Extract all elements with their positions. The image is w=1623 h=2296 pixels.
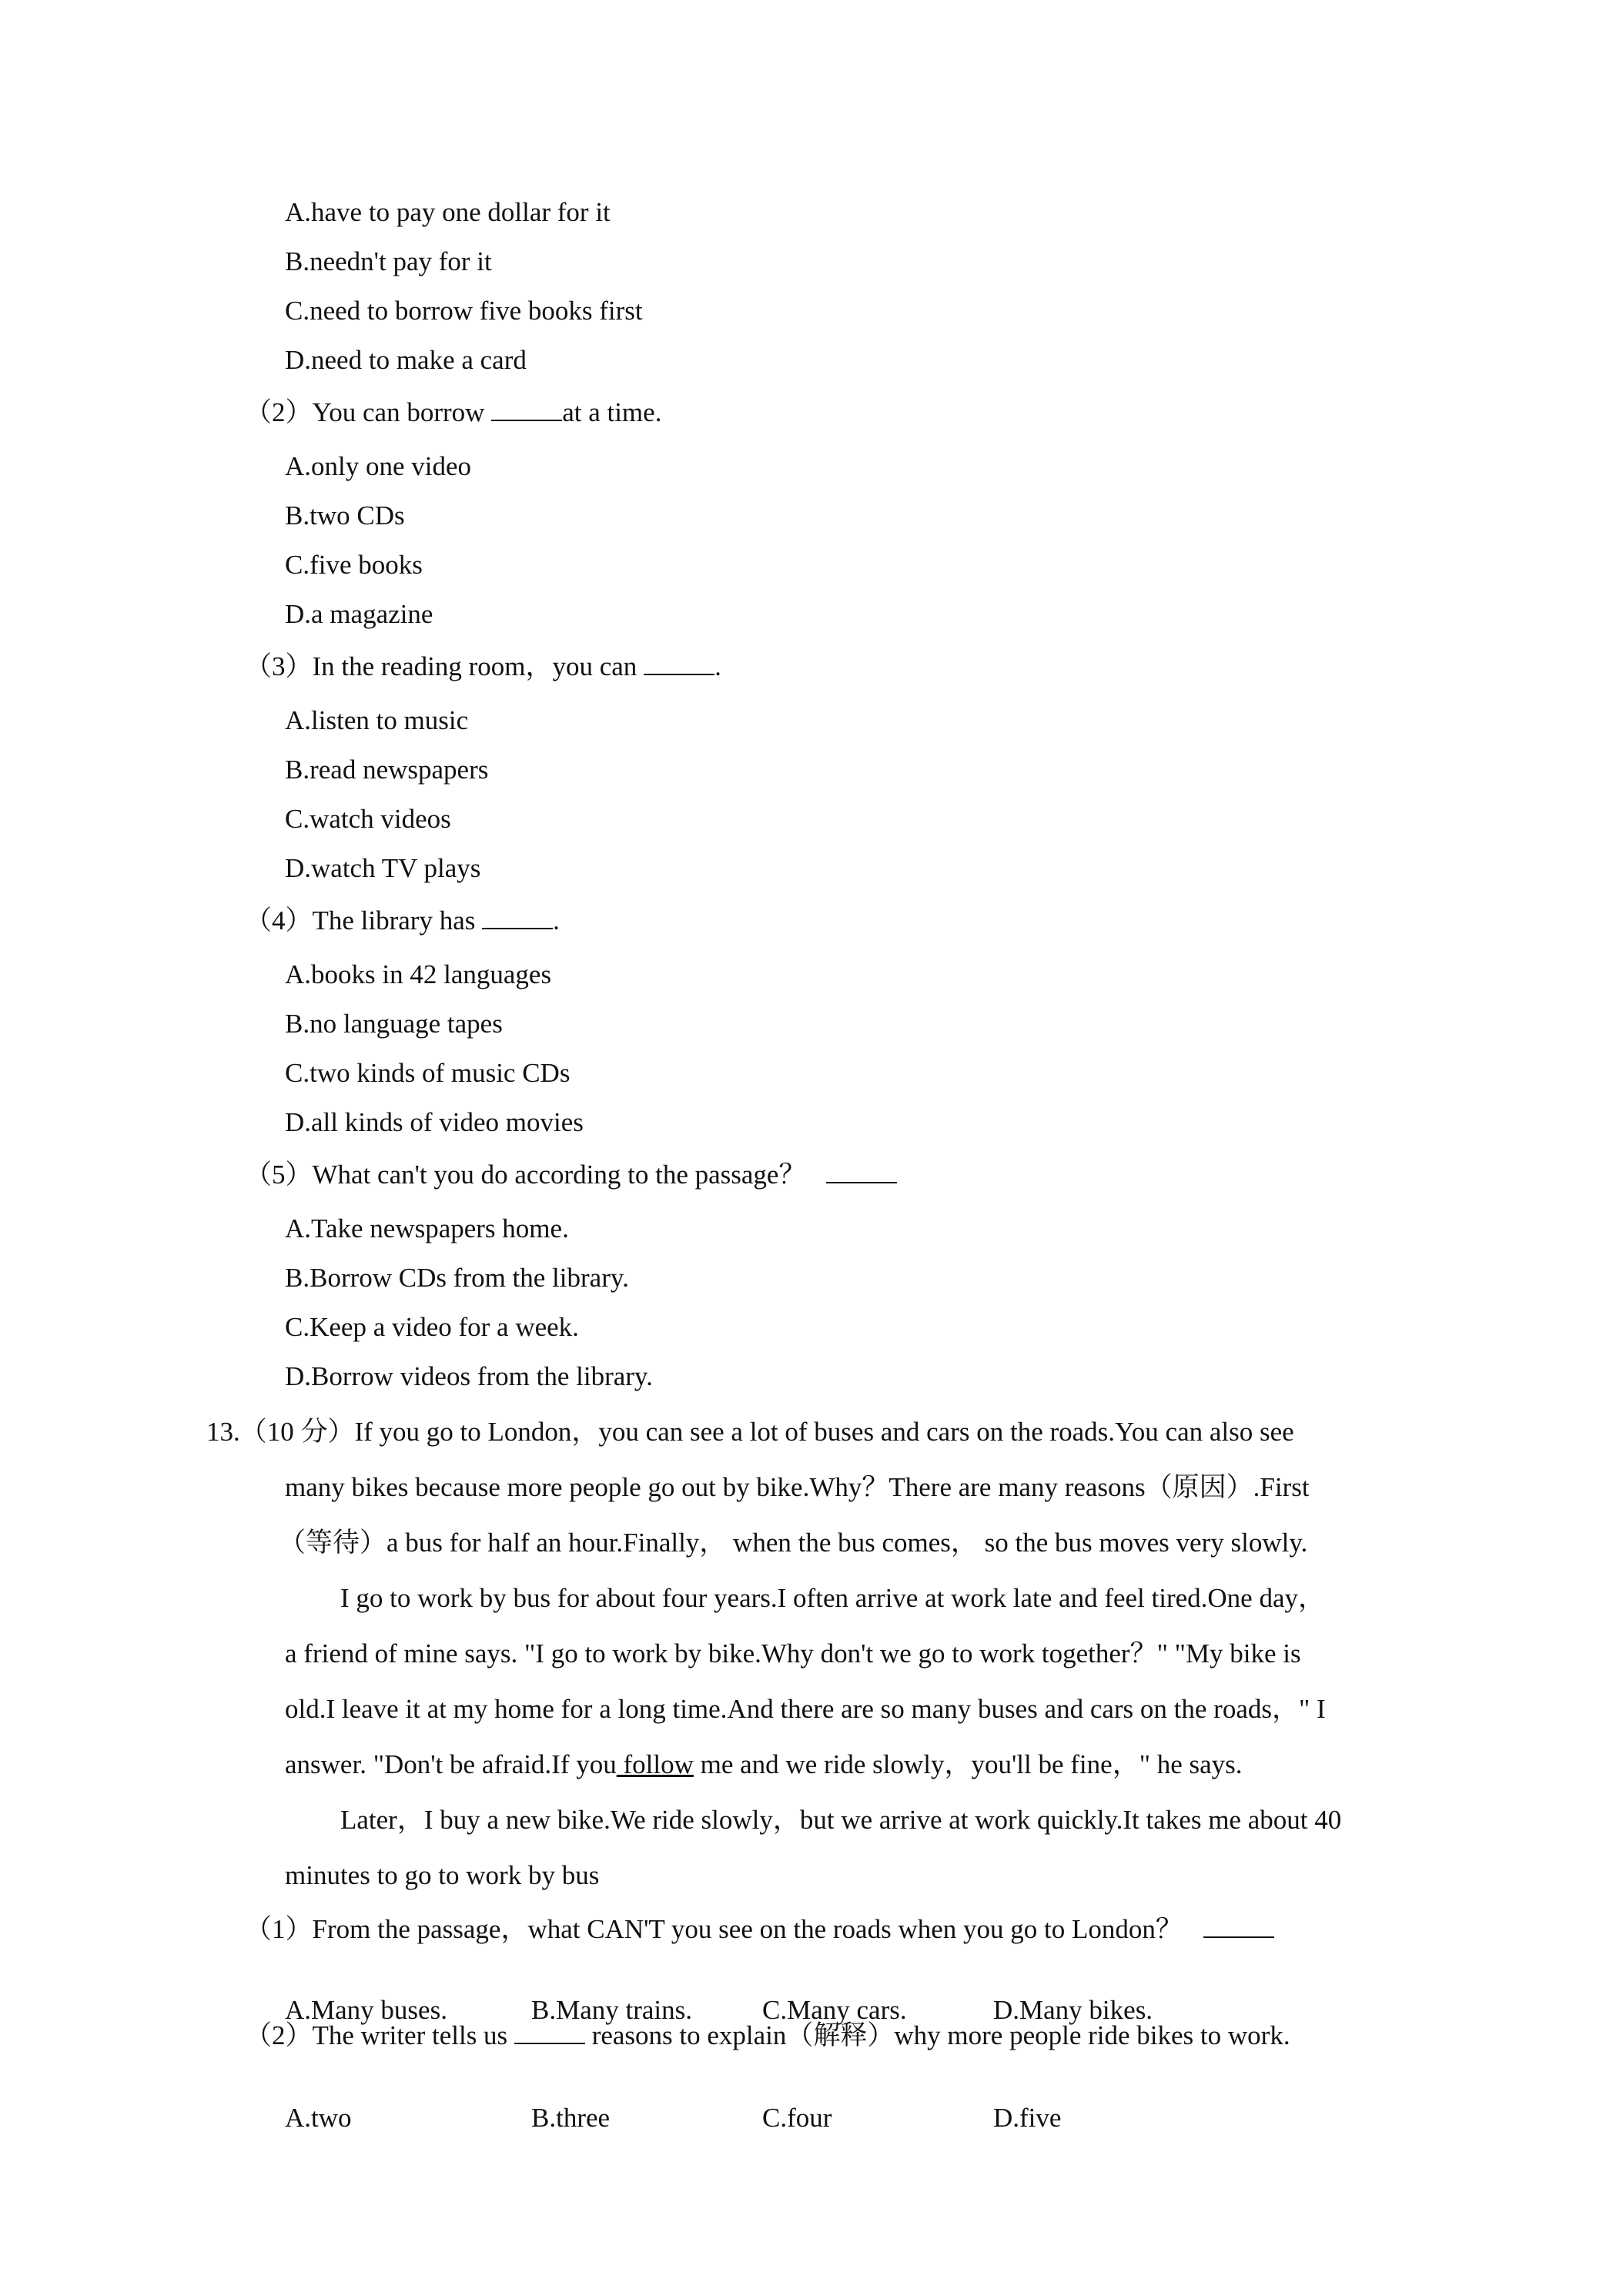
q13-2-stem <box>245 2019 1290 2053</box>
q12-2-stem-text: （2）You can borrow <box>245 397 492 427</box>
q13-2-option-c: C.four <box>762 2103 832 2133</box>
q12-4-stem-tail: . <box>553 905 560 935</box>
q13-2-option-b: B.three <box>531 2103 611 2133</box>
q12-3-option-c: C.watch videos <box>285 804 451 834</box>
q12-5-stem <box>245 1158 897 1192</box>
q13-1-stem-text: （1）From the passage，what CAN'T you see on the roads when you go to London？ <box>245 1914 1190 1944</box>
q13-2-stem-text: （2）The writer tells us <box>245 2020 514 2050</box>
q12-1-option-a: A.have to pay one dollar for it <box>285 197 611 227</box>
q12-1-option-c: C.need to borrow five books first <box>285 296 643 326</box>
q13-passage-line: （等待）a bus for half an hour.Finally， when the bus comes， so the bus moves very slowly. <box>279 1528 1308 1558</box>
q12-5-option-c: C.Keep a video for a week. <box>285 1312 579 1342</box>
q12-3-stem-text: （3）In the reading room，you can <box>245 651 644 681</box>
q13-1-option-b: B.Many trains. <box>531 1995 693 2025</box>
q12-3-stem <box>245 650 721 684</box>
q12-4-option-a: A.books in 42 languages <box>285 959 552 989</box>
q12-4-stem <box>245 904 560 938</box>
q13-header: 13.（10 分）If you go to London，you can see a lot of buses and cars on the roads.You can also see <box>206 1417 1294 1447</box>
answer-blank <box>482 905 553 929</box>
q12-4-stem-text: （4）The library has <box>245 905 483 935</box>
q13-1-option-d: D.Many bikes. <box>993 1995 1153 2025</box>
q12-3-stem-tail: . <box>714 651 721 681</box>
q12-5-option-a: A.Take newspapers home. <box>285 1213 569 1243</box>
q12-4-option-c: C.two kinds of music CDs <box>285 1058 571 1088</box>
q13-1-option-c: C.Many cars. <box>762 1995 907 2025</box>
q13-passage-line: old.I leave it at my home for a long time.And there are so many buses and cars on the roads，" I <box>285 1694 1326 1724</box>
q12-3-option-d: D.watch TV plays <box>285 853 481 883</box>
q12-2-stem-tail: at a time. <box>562 397 662 427</box>
answer-blank <box>514 2020 585 2044</box>
q12-3-option-b: B.read newspapers <box>285 755 489 785</box>
q12-5-option-d: D.Borrow videos from the library. <box>285 1361 653 1391</box>
underlined-word: follow <box>616 1749 694 1779</box>
q12-2-option-a: A.only one video <box>285 451 472 481</box>
q12-2-option-b: B.two CDs <box>285 500 405 530</box>
answer-blank <box>826 1159 897 1183</box>
q13-passage-line: I go to work by bus for about four years.I often arrive at work late and feel tired.One day， <box>340 1583 1326 1613</box>
q13-2-option-d: D.five <box>993 2103 1062 2133</box>
q12-3-option-a: A.listen to music <box>285 705 469 735</box>
q12-4-option-b: B.no language tapes <box>285 1009 503 1039</box>
q12-2-stem <box>245 396 661 430</box>
q12-1-option-d: D.need to make a card <box>285 345 527 375</box>
q13-passage-line: Later，I buy a new bike.We ride slowly，but we arrive at work quickly.It takes me about 40 <box>340 1805 1342 1835</box>
q12-2-option-c: C.five books <box>285 550 423 580</box>
q12-1-option-b: B.needn't pay for it <box>285 246 492 276</box>
q13-passage-line: a friend of mine says. "I go to work by bike.Why don't we go to work together？" "My bike is <box>285 1638 1301 1668</box>
passage-text: answer. "Don't be afraid.If you <box>285 1749 617 1779</box>
answer-blank <box>644 651 714 675</box>
answer-blank <box>1203 1913 1274 1938</box>
q12-2-option-d: D.a magazine <box>285 599 433 629</box>
q13-passage-line: many bikes because more people go out by bike.Why？There are many reasons（原因）.First <box>285 1472 1310 1502</box>
q12-4-option-d: D.all kinds of video movies <box>285 1107 584 1137</box>
answer-blank <box>491 397 562 421</box>
passage-text: me and we ride slowly，you'll be fine，" he says. <box>693 1749 1243 1779</box>
q13-passage-line <box>285 1748 1243 1782</box>
q13-2-stem-tail: reasons to explain（解释）why more people ride bikes to work. <box>584 2020 1290 2050</box>
q13-passage-line: minutes to go to work by bus <box>285 1860 600 1890</box>
q13-1-stem <box>245 1913 1274 1946</box>
q13-1-option-a: A.Many buses. <box>285 1995 447 2025</box>
q12-5-stem-text: （5）What can't you do according to the passage？ <box>245 1160 813 1190</box>
q13-2-option-a: A.two <box>285 2103 352 2133</box>
q12-5-option-b: B.Borrow CDs from the library. <box>285 1263 629 1293</box>
